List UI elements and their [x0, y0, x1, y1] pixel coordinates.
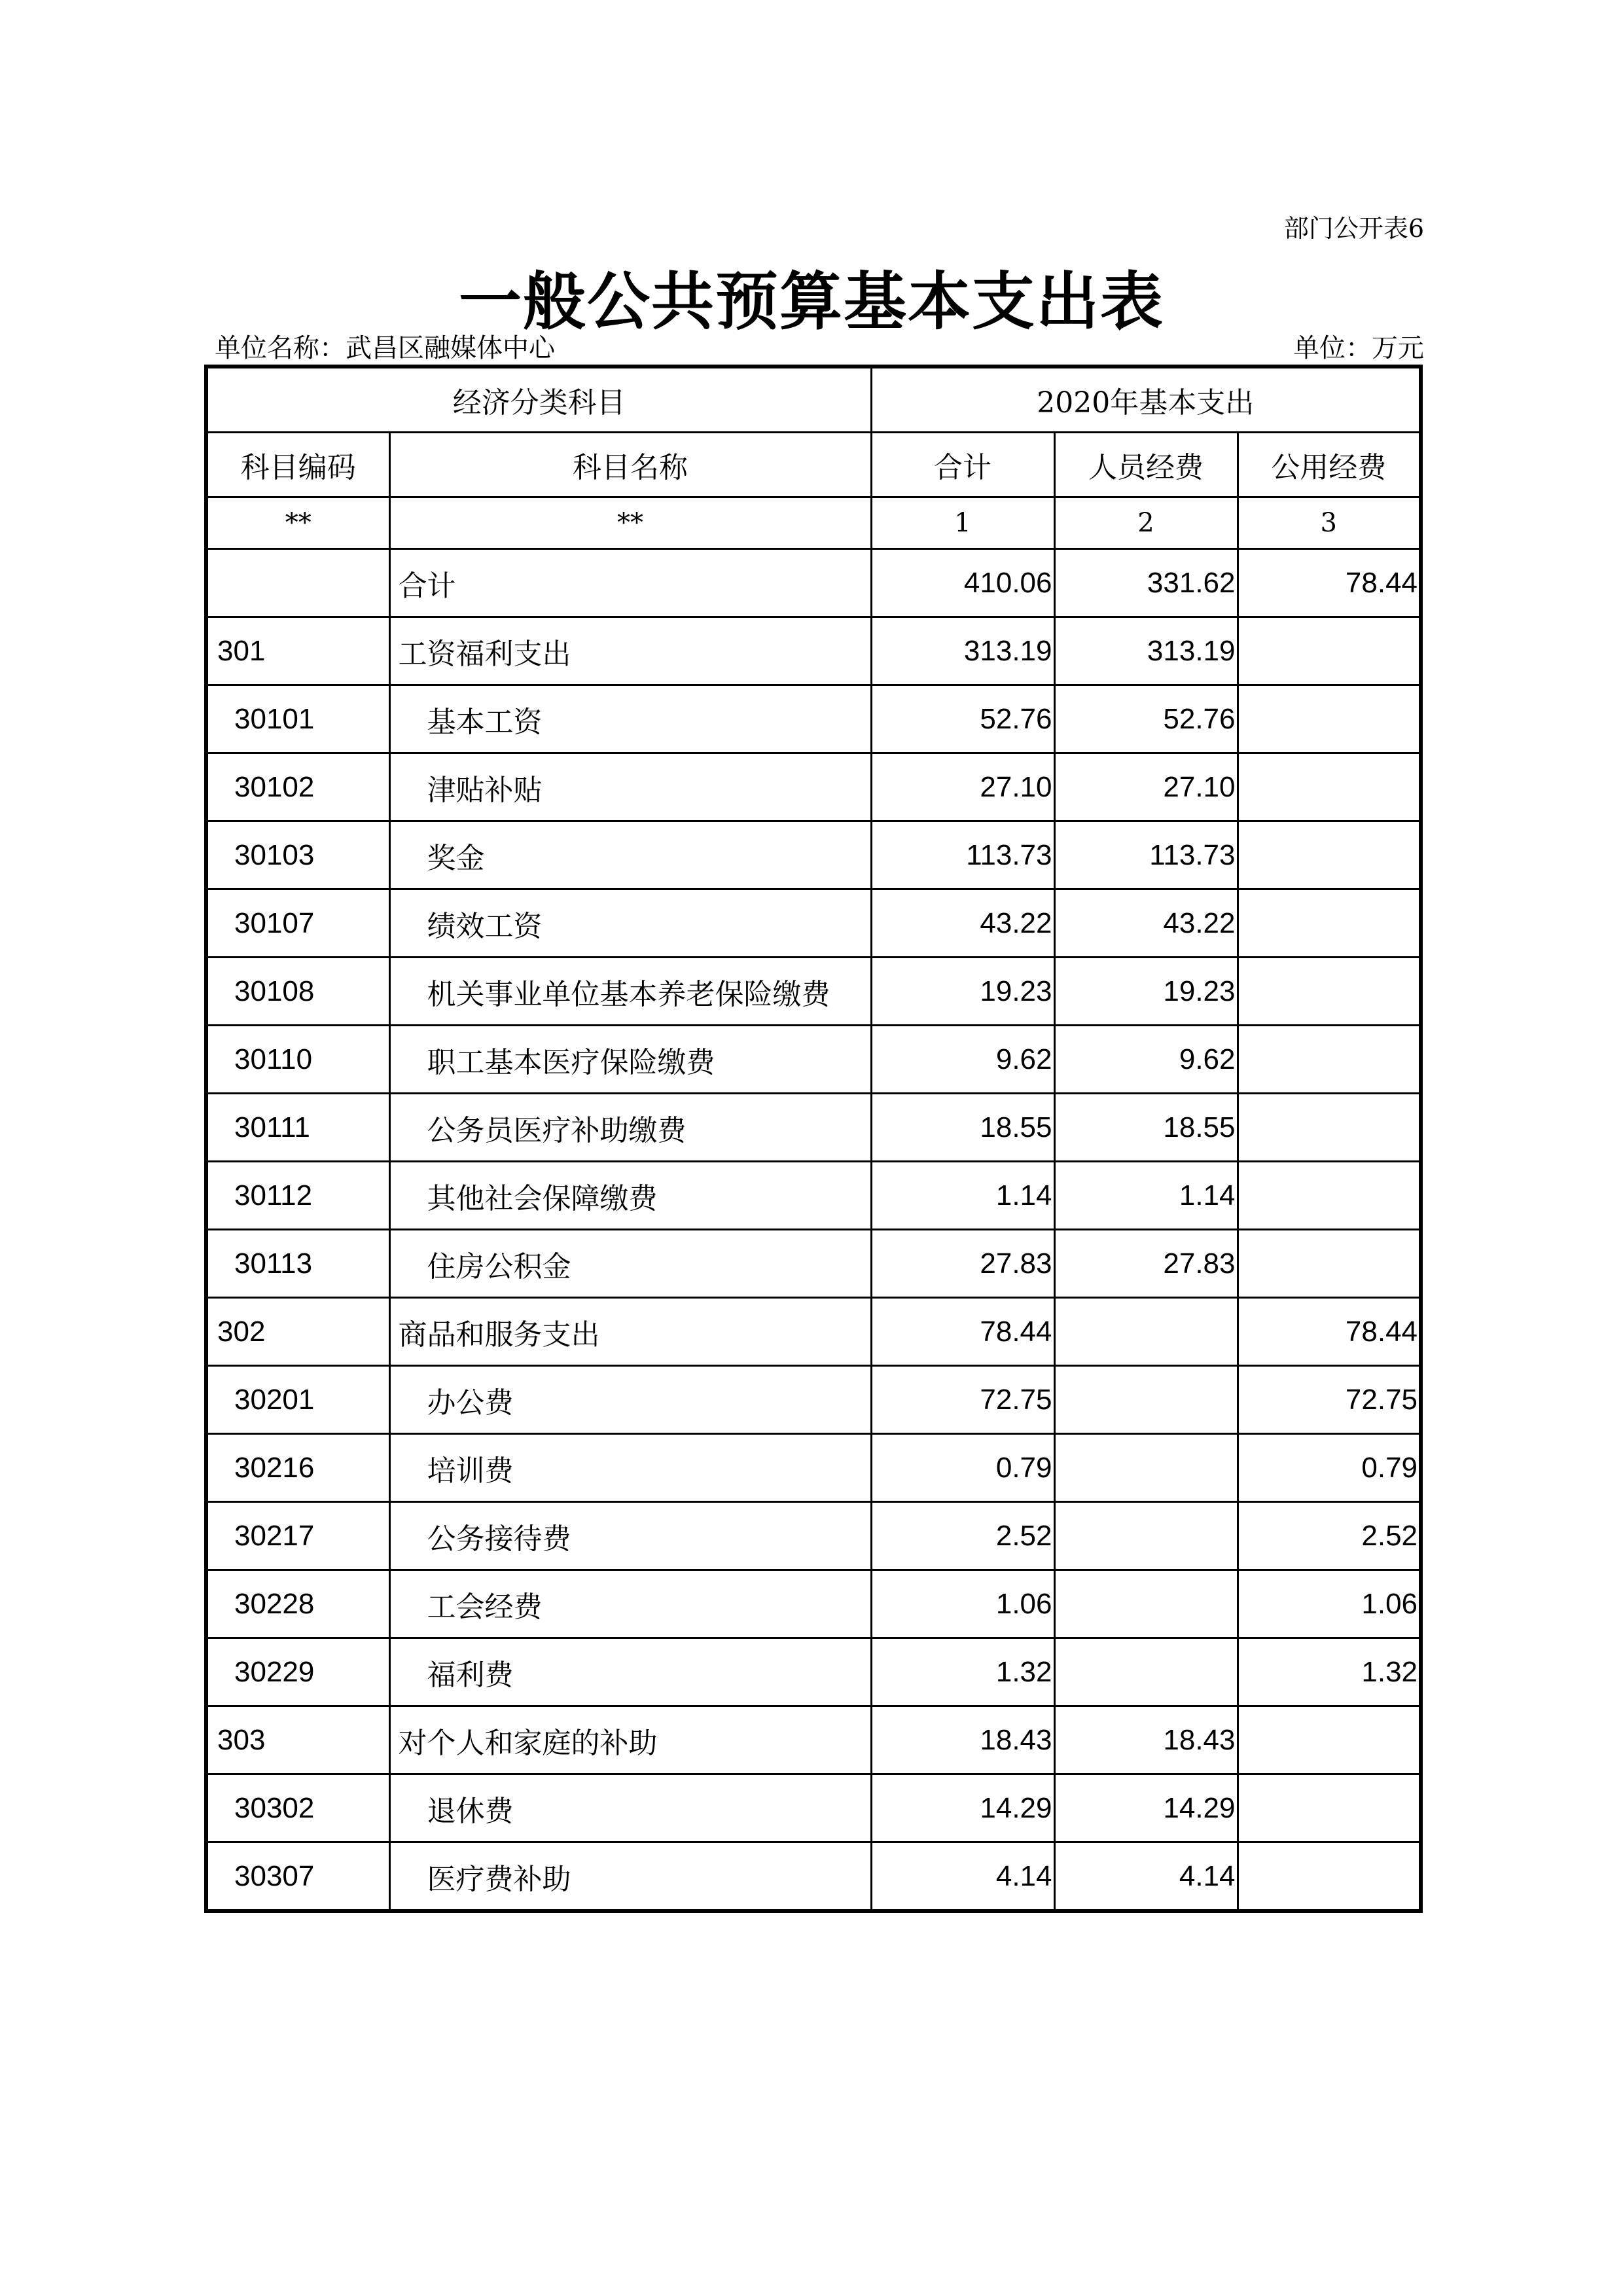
cell-name: 商品和服务支出 — [389, 1298, 871, 1366]
cell-name: 办公费 — [389, 1366, 871, 1434]
table-row — [206, 1434, 1421, 1502]
group-header-row — [206, 367, 1421, 433]
cell-total: 72.75 — [871, 1366, 1054, 1434]
cell-public: 78.44 — [1238, 1298, 1421, 1366]
cell-name: 公务员医疗补助缴费 — [389, 1094, 871, 1162]
budget-table — [204, 365, 1423, 1913]
cell-code: 30216 — [206, 1434, 389, 1502]
cell-total: 313.19 — [871, 617, 1054, 685]
cell-public — [1238, 1026, 1421, 1094]
cell-code: 303 — [206, 1706, 389, 1774]
cell-total: 0.79 — [871, 1434, 1054, 1502]
cell-total: 1.06 — [871, 1570, 1054, 1638]
cell-code: 302 — [206, 1298, 389, 1366]
cell-personnel: 18.43 — [1054, 1706, 1238, 1774]
col-header-public: 公用经费 — [1238, 433, 1421, 497]
cell-code: 30228 — [206, 1570, 389, 1638]
econ-category-header: 经济分类科目 — [206, 367, 871, 433]
col-header-personnel: 人员经费 — [1054, 433, 1238, 497]
cell-name: 绩效工资 — [389, 889, 871, 958]
cell-code: 30112 — [206, 1162, 389, 1230]
table-row — [206, 1774, 1421, 1842]
column-index-row — [206, 497, 1421, 549]
cell-personnel: 27.10 — [1054, 753, 1238, 821]
cell-personnel: 27.83 — [1054, 1230, 1238, 1298]
cell-personnel: 9.62 — [1054, 1026, 1238, 1094]
cell-public — [1238, 753, 1421, 821]
table-row — [206, 617, 1421, 685]
cell-name: 机关事业单位基本养老保险缴费 — [389, 958, 871, 1026]
cell-public — [1238, 821, 1421, 889]
cell-public — [1238, 1706, 1421, 1774]
cell-personnel: 4.14 — [1054, 1842, 1238, 1912]
cell-total: 78.44 — [871, 1298, 1054, 1366]
cell-total: 14.29 — [871, 1774, 1054, 1842]
cell-total: 19.23 — [871, 958, 1054, 1026]
table-row — [206, 685, 1421, 753]
index-code: ** — [206, 497, 389, 549]
cell-total: 410.06 — [871, 549, 1054, 617]
cell-personnel: 14.29 — [1054, 1774, 1238, 1842]
cell-name: 工会经费 — [389, 1570, 871, 1638]
table-row — [206, 1230, 1421, 1298]
cell-total: 2.52 — [871, 1502, 1054, 1570]
cell-name: 津贴补贴 — [389, 753, 871, 821]
table-row — [206, 958, 1421, 1026]
cell-personnel — [1054, 1298, 1238, 1366]
table-row — [206, 1162, 1421, 1230]
cell-total: 18.43 — [871, 1706, 1054, 1774]
cell-public: 0.79 — [1238, 1434, 1421, 1502]
table-row — [206, 1842, 1421, 1912]
cell-name: 合计 — [389, 549, 871, 617]
table-row — [206, 1638, 1421, 1706]
cell-code: 30108 — [206, 958, 389, 1026]
cell-public — [1238, 958, 1421, 1026]
cell-total: 1.14 — [871, 1162, 1054, 1230]
form-number: 部门公开表6 — [1283, 214, 1424, 243]
unit-name-label: 单位名称：武昌区融媒体中心 — [215, 333, 555, 363]
cell-total: 4.14 — [871, 1842, 1054, 1912]
cell-name: 住房公积金 — [389, 1230, 871, 1298]
cell-code: 30302 — [206, 1774, 389, 1842]
index-name: ** — [389, 497, 871, 549]
table-row — [206, 821, 1421, 889]
table-row — [206, 1706, 1421, 1774]
col-header-total: 合计 — [871, 433, 1054, 497]
table-row — [206, 1298, 1421, 1366]
cell-personnel: 113.73 — [1054, 821, 1238, 889]
table-row — [206, 549, 1421, 617]
cell-code: 30217 — [206, 1502, 389, 1570]
cell-name: 基本工资 — [389, 685, 871, 753]
cell-public — [1238, 685, 1421, 753]
currency-unit-label: 单位：万元 — [1293, 333, 1424, 363]
table-row — [206, 1094, 1421, 1162]
cell-total: 27.83 — [871, 1230, 1054, 1298]
cell-public — [1238, 1094, 1421, 1162]
cell-code: 30107 — [206, 889, 389, 958]
cell-code: 30229 — [206, 1638, 389, 1706]
cell-code: 30101 — [206, 685, 389, 753]
cell-name: 培训费 — [389, 1434, 871, 1502]
cell-total: 27.10 — [871, 753, 1054, 821]
cell-public — [1238, 1230, 1421, 1298]
cell-name: 奖金 — [389, 821, 871, 889]
table-row — [206, 889, 1421, 958]
table-row — [206, 1502, 1421, 1570]
cell-name: 福利费 — [389, 1638, 871, 1706]
table-row — [206, 753, 1421, 821]
cell-code: 30113 — [206, 1230, 389, 1298]
cell-code — [206, 549, 389, 617]
cell-name: 公务接待费 — [389, 1502, 871, 1570]
cell-total: 18.55 — [871, 1094, 1054, 1162]
cell-name: 职工基本医疗保险缴费 — [389, 1026, 871, 1094]
cell-personnel: 313.19 — [1054, 617, 1238, 685]
col-header-code: 科目编码 — [206, 433, 389, 497]
cell-personnel: 52.76 — [1054, 685, 1238, 753]
cell-public — [1238, 1774, 1421, 1842]
cell-public: 1.32 — [1238, 1638, 1421, 1706]
cell-public: 1.06 — [1238, 1570, 1421, 1638]
cell-personnel — [1054, 1638, 1238, 1706]
cell-public — [1238, 1162, 1421, 1230]
table-row — [206, 1366, 1421, 1434]
cell-total: 113.73 — [871, 821, 1054, 889]
cell-personnel: 18.55 — [1054, 1094, 1238, 1162]
cell-public: 78.44 — [1238, 549, 1421, 617]
cell-code: 30110 — [206, 1026, 389, 1094]
cell-public — [1238, 889, 1421, 958]
cell-personnel — [1054, 1434, 1238, 1502]
col-header-name: 科目名称 — [389, 433, 871, 497]
cell-personnel: 43.22 — [1054, 889, 1238, 958]
cell-personnel: 1.14 — [1054, 1162, 1238, 1230]
basic-expenditure-header: 2020年基本支出 — [871, 367, 1421, 433]
cell-name: 对个人和家庭的补助 — [389, 1706, 871, 1774]
cell-total: 9.62 — [871, 1026, 1054, 1094]
cell-name: 退休费 — [389, 1774, 871, 1842]
cell-public — [1238, 1842, 1421, 1912]
cell-personnel — [1054, 1570, 1238, 1638]
cell-total: 1.32 — [871, 1638, 1054, 1706]
cell-code: 30307 — [206, 1842, 389, 1912]
page-title: 一般公共预算基本支出表 — [459, 264, 1164, 338]
cell-personnel: 19.23 — [1054, 958, 1238, 1026]
cell-code: 30102 — [206, 753, 389, 821]
table-row — [206, 1570, 1421, 1638]
cell-total: 52.76 — [871, 685, 1054, 753]
cell-personnel — [1054, 1366, 1238, 1434]
cell-code: 30103 — [206, 821, 389, 889]
index-personnel: 2 — [1054, 497, 1238, 549]
cell-personnel: 331.62 — [1054, 549, 1238, 617]
column-header-row — [206, 433, 1421, 497]
cell-name: 其他社会保障缴费 — [389, 1162, 871, 1230]
index-total: 1 — [871, 497, 1054, 549]
index-public: 3 — [1238, 497, 1421, 549]
table-row — [206, 1026, 1421, 1094]
cell-name: 工资福利支出 — [389, 617, 871, 685]
cell-public — [1238, 617, 1421, 685]
cell-personnel — [1054, 1502, 1238, 1570]
cell-total: 43.22 — [871, 889, 1054, 958]
cell-code: 30201 — [206, 1366, 389, 1434]
cell-public: 72.75 — [1238, 1366, 1421, 1434]
cell-code: 301 — [206, 617, 389, 685]
cell-public: 2.52 — [1238, 1502, 1421, 1570]
cell-name: 医疗费补助 — [389, 1842, 871, 1912]
cell-code: 30111 — [206, 1094, 389, 1162]
